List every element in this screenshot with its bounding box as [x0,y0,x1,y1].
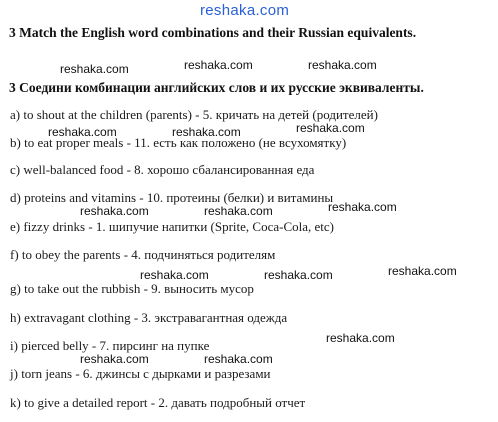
exercise-title-russian: 3 Соедини комбинации английских слов и их русские эквиваленты. [9,80,424,95]
watermark: reshaka.com [388,264,457,278]
match-item-f: f) to obey the parents - 4. подчиняться родителям [10,247,276,262]
watermark: reshaka.com [308,58,377,72]
watermark: reshaka.com [326,331,395,345]
match-item-b: b) to eat proper meals - 11. есть как положено (не всухомятку) [10,135,347,150]
watermark: reshaka.com [204,204,273,218]
watermark: reshaka.com [80,352,149,366]
match-item-c: c) well-balanced food - 8. хорошо сбалансированная еда [10,162,315,177]
match-item-d: d) proteins and vitamins - 10. протеины (белки) и витамины [10,190,334,205]
match-item-h: h) extravagant clothing - 3. экстравагантная одежда [10,310,288,325]
match-item-e: e) fizzy drinks - 1. шипучие напитки (Sprite, Coca-Cola, etc) [10,219,334,234]
watermark: reshaka.com [184,58,253,72]
watermark: reshaka.com [140,268,209,282]
watermark: reshaka.com [296,121,365,135]
match-item-a: a) to shout at the children (parents) - 5. кричать на детей (родителей) [10,107,378,122]
exercise-title-english: 3 Match the English word combinations and their Russian equivalents. [9,25,417,40]
match-item-k: k) to give a detailed report - 2. давать подробный отчет [10,395,306,410]
watermark: reshaka.com [60,62,129,76]
match-item-i: i) pierced belly - 7. пирсинг на пупке [10,338,210,353]
watermark: reshaka.com [204,352,273,366]
watermark: reshaka.com [80,204,149,218]
match-item-j: j) torn jeans - 6. джинсы с дырками и разрезами [10,366,271,381]
watermark-top: reshaka.com [200,2,290,19]
watermark: reshaka.com [328,200,397,214]
watermark: reshaka.com [264,268,333,282]
watermark: reshaka.com [172,125,241,139]
watermark: reshaka.com [48,125,117,139]
match-item-g: g) to take out the rubbish - 9. выносить мусор [10,281,254,296]
